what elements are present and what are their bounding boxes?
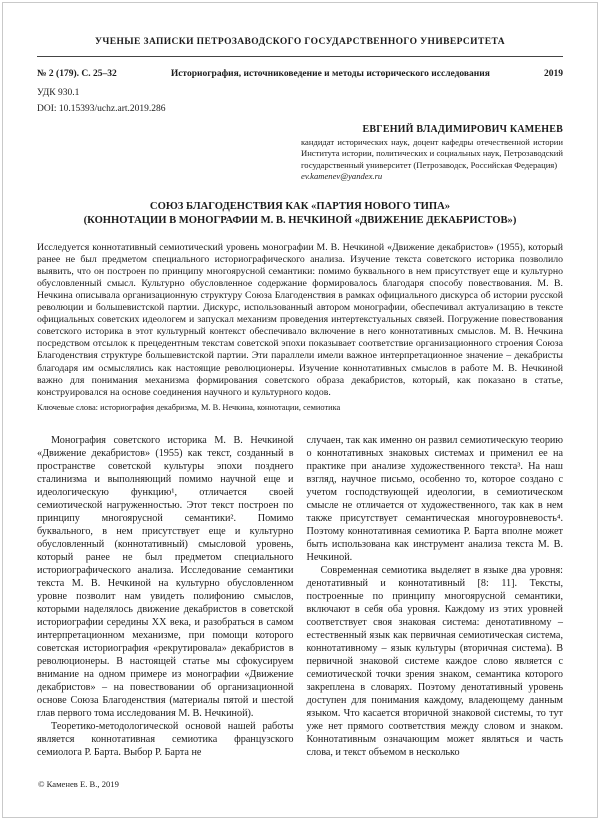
body-left-column [37, 434, 294, 759]
article-page [2, 2, 598, 818]
article-title [37, 200, 563, 228]
issue-number: № 2 (179). С. 25–32 [37, 69, 117, 79]
body-right-column [307, 434, 564, 759]
journal-title: УЧЕНЫЕ ЗАПИСКИ ПЕТРОЗАВОДСКОГО ГОСУДАРСТВЕННОГО УНИВЕРСИТЕТА [95, 37, 505, 47]
author-name: ЕВГЕНИЙ ВЛАДИМИРОВИЧ КАМЕНЕВ [362, 124, 563, 135]
issue-section: Историография, источниковедение и методы исторического исследования [170, 69, 490, 79]
author-affiliation: кандидат исторических наук, доцент кафедры отечественной истории Института истории, политических и социальных наук, Петрозаводский государственный университет (Петрозаводск, Российская Федерация) [301, 137, 563, 170]
copyright-notice: © Каменев Е. В., 2019 [38, 779, 119, 789]
issue-line [37, 69, 563, 79]
udk-code: УДК 930.1 [37, 88, 80, 98]
body-paragraph: Монография советского историка М. В. Нечкиной «Движение декабристов» (1955) как текст, созданный в пространстве советской культуры эпохи позднего сталинизма и выполняющий помимо научной еще и идеологическую функцию¹, отличается своей семиотической нагруженностью. Этот текст построен по принципу многоярусной семантики². Помимо буквального, в нем присутствует еще и культурно обусловленный (коннотативный) смысловой уровень, который ранее не был предметом специального историографического анализа. Исследование семантики текста М. В. Нечкиной на культурно обусловленном уровне позволит нам увидеть полифонию смыслов, которыми наделялось движение декабристов в советской историографии середины XX века, и разобраться в самом интерпретационном механизме, при помощи которого советская историография «рекрутировала» декабристов в революционеры. В настоящей статье мы сфокусируем внимание на одном примере из монографии «Движение декабристов» – на повествовании об организационной основе Союза Благоденствия (материалы пятой и шестой глав первого тома исследования М. В. Нечкиной). [37, 434, 294, 719]
issue-year: 2019 [544, 69, 563, 79]
body-paragraph: Современная семиотика выделяет в языке два уровня: денотативный и коннотативный [8: 11]. Тексты, построенные по принципу многоярусной семантики, включают в себя оба уровня. Каждому из этих уровней соответствует своя знаковая система: денотативному – естественный язык как первичная семиотическая система, коннотативному – язык культуры (вторичная система). В первичной знаковой системе каждое слово является с семиотической точки зрения знаком, семантика которого закреплена в словарях. Поэтому денотативный уровень доступен для понимания каждому, владеющему данным языком. Что касается вторичной знаковой системы, то тут уже нет прямого соответствия между словом и знаком. Коннотативным означающим может являться и часть слова, и текст объемом в несколько [306, 564, 563, 758]
article-keywords: Ключевые слова: историография декабризма, М. В. Нечкина, коннотации, семиотика [37, 402, 341, 412]
article-title-line2: (КОННОТАЦИИ В МОНОГРАФИИ М. В. НЕЧКИНОЙ «ДВИЖЕНИЕ ДЕКАБРИСТОВ») [83, 214, 517, 226]
author-email: ev.kamenev@yandex.ru [301, 171, 383, 182]
article-abstract: Исследуется коннотативный семиотический уровень монографии М. В. Нечкиной «Движение декабристов» (1955), который ранее не был предметом специального историографического анализа. Изучение текста советского историка позволило выявить, что он построен по принципу многоярусной семантики: помимо буквального в нем присутствует еще и культурно обусловленный смысл. Культурно обусловленное содержание формировалось благодаря способу повествования. М. В. Нечкина описывала организационную структуру Союза Благоденствия в рамках официального дискурса об истории русской революции и большевистской партии. Дискурс, использованный автором монографии, обеспечивал актуализацию в тексте официальных советских идеологем и запускал механизм проведения интертекстуальных связей. Погружение повествования советского историка в этот культурный контекст обеспечивало включение в него коннотативных смыслов. М. В. Нечкина посредством отсылок к прецедентным текстам советской эпохи показывает соответствие организационного строения Союза Благоденствия структуре большевистской партии. Эти параллели имели важное интерпретационное значение – декабристы благодаря им осмыслялись как настоящие революционеры. Изучение коннотативных смыслов в работе М. В. Нечкиной важно для понимания механизма формирования советского образа декабристов, который, как показано в статье, конструировался на основе соединения научного и культурного кодов. [37, 241, 563, 398]
doi-code: DOI: 10.15393/uchz.art.2019.286 [37, 104, 166, 114]
body-paragraph: случаен, так как именно он развил семиотическую теорию о коннотативных знаковых системах и применил ее на практике при анализе художественного текста³. На наш взгляд, научное письмо, особенно то, которое создано с учетом господствующей идеологии, в семиотическом смысле не отличается от художественного, так как в нем также присутствует семантическая многоуровневость⁴. Поэтому коннотативная семиотика Р. Барта вполне может быть использована как инструмент анализа текста М. В. Нечкиной. [306, 434, 563, 563]
header-divider [37, 56, 563, 57]
article-title-line1: СОЮЗ БЛАГОДЕНСТВИЯ КАК «ПАРТИЯ НОВОГО ТИПА» [149, 200, 451, 212]
author-block [37, 124, 563, 183]
body-paragraph: Теоретико-методологической основой нашей работы является коннотативная семиотика французского семиолога Р. Барта. Выбор Р. Барта не [37, 720, 294, 758]
body-columns [37, 434, 563, 759]
